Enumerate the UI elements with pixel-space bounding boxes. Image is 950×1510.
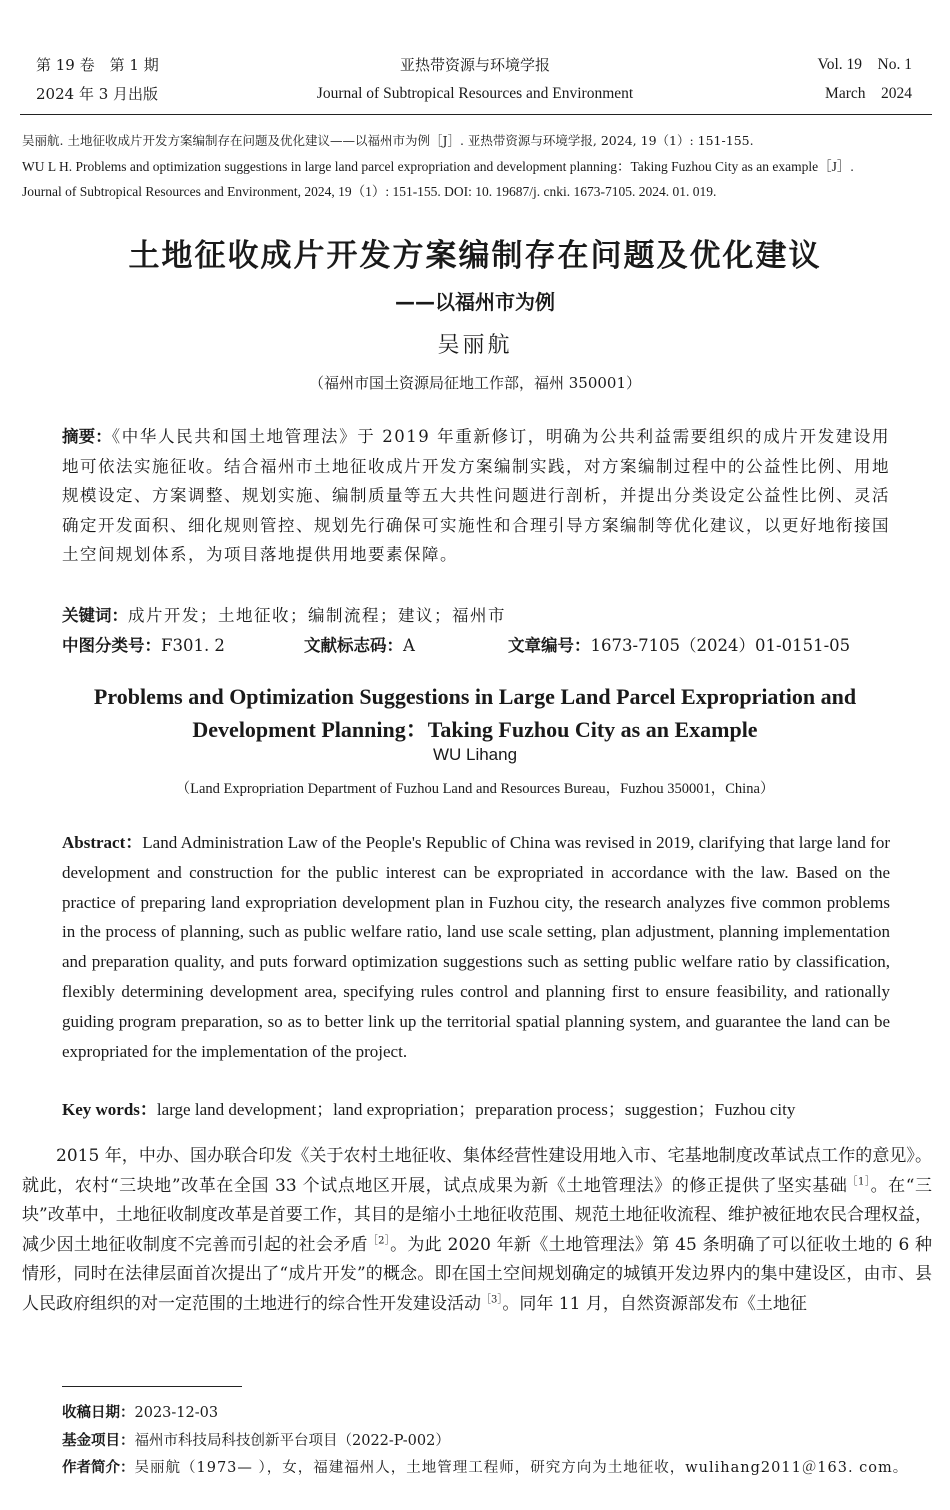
keywords-cn-label: 关键词： (62, 606, 128, 625)
abstract-cn (62, 422, 890, 570)
footnote-received (62, 1400, 932, 1426)
affiliation-en: （Land Expropriation Department of Fuzhou Land and Resources Bureau，Fuzhou 350001，China） (175, 781, 775, 797)
fund-value: 福州市科技局科技创新平台项目（2022-P-002） (134, 1433, 450, 1449)
keywords-cn (62, 602, 890, 626)
header-journal-title-cn: 亚热带资源与环境学报 (399, 56, 550, 74)
keywords-en-label: Key words： (62, 1100, 157, 1119)
header-vol-no: Vol. 19 No. 1 (817, 56, 912, 73)
paper-title-en: Problems and Optimization Suggestions in Large Land Parcel Expropriation and Development Planning：Taking Fuzhou City as an Example (93, 684, 857, 742)
header-month-year: March 2024 (825, 85, 912, 102)
reference-2[interactable]: ［2］ (367, 1234, 391, 1246)
abstract-en-text: Land Administration Law of the People's Republic of China was revised in 2019, clarifying that large land for development and construction for the public interest can be expropriated in accordance with the law. Based on the practice of preparing land expropriation development plan in Fuzhou city, the research analyzes five common problems in the process of planning, such as public welfare ratio, land use scale setting, plan adjustment, planning implementation and preparation quality, and puts forward optimization suggestions such as setting public welfare ratio by classification, flexibly determining development area, specifying rules control and planning first to ensure feasibility, and rationally guiding program preparation, so as to better link up the territorial spatial planning system, and guarantee the land can be expropriated for the implementation of the project. (62, 833, 891, 1061)
body-text-4: 。同年 11 月，自然资源部发布《土地征 (502, 1293, 807, 1314)
paper-subtitle-cn: ——以福州市为例 (395, 290, 555, 314)
received-value: 2023-12-03 (134, 1405, 219, 1421)
received-label: 收稿日期： (62, 1405, 135, 1421)
keywords-en-text: large land development；land expropriation；preparation process；suggestion；Fuzhou city (156, 1100, 796, 1119)
reference-3[interactable]: ［3］ (481, 1293, 503, 1305)
body-text-1: 2015 年，中办、国办联合印发《关于农村土地征收、集体经营性建设用地入市、宅基地制度改革试点工作的意见》。就此，农村“三块地”改革在全国 33 个试点地区开展，试点成果为新《土地管理法》的修正提供了坚实基础 (22, 1146, 932, 1196)
abstract-en (62, 828, 890, 1066)
abstract-en-label: Abstract： (62, 833, 143, 852)
abstract-cn-label: 摘要： (62, 427, 112, 446)
affiliation-cn: （福州市国土资源局征地工作部，福州 350001） (308, 374, 642, 392)
bio-value: 吴丽航（1973— ），女，福建福州人，土地管理工程师，研究方向为土地征收，wulihang2011＠163. com。 (134, 1460, 909, 1476)
paper-title-cn: 土地征收成片开发方案编制存在问题及优化建议 (128, 238, 822, 274)
keywords-cn-text: 成片开发；土地征收；编制流程；建议；福州市 (128, 606, 506, 625)
author-name-en: WU Lihang (432, 745, 518, 764)
article-number-label: 文章编号： (508, 636, 591, 655)
bio-label: 作者简介： (62, 1460, 135, 1476)
citation-en-line2: Journal of Subtropical Resources and Environment, 2024, 19（1）: 151-155. DOI: 10. 19687/j. cnki. 1673-7105. 2024. 01. 019. (22, 184, 717, 199)
footnote-divider (62, 1386, 242, 1387)
footnote-fund (62, 1428, 932, 1454)
header-journal-title-en: Journal of Subtropical Resources and Environment (316, 85, 634, 102)
doc-code-label: 文献标志码： (304, 636, 403, 655)
body-text-2: 。在“三块”改革中，土地征收制度改革是首要工作，其目的是缩小土地征收范围、规范土地征收流程、维护被征地农民合理权益，减少因土地征收制度不完善而引起的社会矛盾 (22, 1175, 932, 1255)
body-paragraph (22, 1142, 932, 1319)
footnote-author-bio (62, 1455, 932, 1481)
doc-code-value: A (403, 636, 415, 655)
clc-value: F301. 2 (161, 636, 225, 655)
header-publication-date: 2024 年 3 月出版 (36, 85, 159, 103)
fund-label: 基金项目： (62, 1433, 135, 1449)
abstract-cn-text: 《中华人民共和国土地管理法》于 2019 年重新修订，明确为公共利益需要组织的成片开发建设用地可依法实施征收。结合福州市土地征收成片开发方案编制实践，对方案编制过程中的公益性比例、用地规模设定、方案调整、规划实施、编制质量等五大共性问题进行剖析，并提出分类设定公益性比例、灵活确定开发面积、细化规则管控、规划先行确保可实施性和合理引导方案编制等优化建议，以更好地衔接国土空间规划体系，为项目落地提供用地要素保障。 (62, 427, 890, 564)
header-divider (20, 114, 932, 115)
header-volume-issue: 第 19 卷 第 1 期 (36, 56, 159, 74)
article-number-value: 1673-7105（2024）01-0151-05 (590, 636, 851, 655)
body-text-3: 。为此 2020 年新《土地管理法》第 45 条明确了可以征收土地的 6 种情形，同时在法律层面首次提出了“成片开发”的概念。即在国土空间规划确定的城镇开发边界内的集中建设区，由市、县人民政府组织的对一定范围的土地进行的综合性开发建设活动 (22, 1234, 932, 1314)
clc-label: 中图分类号： (62, 636, 161, 655)
citation-en-line1: WU L H. Problems and optimization suggestions in large land parcel expropriation and development planning：Taking Fuzhou City as an example［J］. (22, 159, 854, 174)
author-name-cn: 吴丽航 (437, 333, 513, 358)
citation-cn: 吴丽航. 土地征收成片开发方案编制存在问题及优化建议——以福州市为例［J］. 亚热带资源与环境学报, 2024, 19（1）: 151-155. (22, 133, 754, 148)
keywords-en (62, 1095, 890, 1120)
reference-1[interactable]: ［1］ (847, 1175, 871, 1187)
